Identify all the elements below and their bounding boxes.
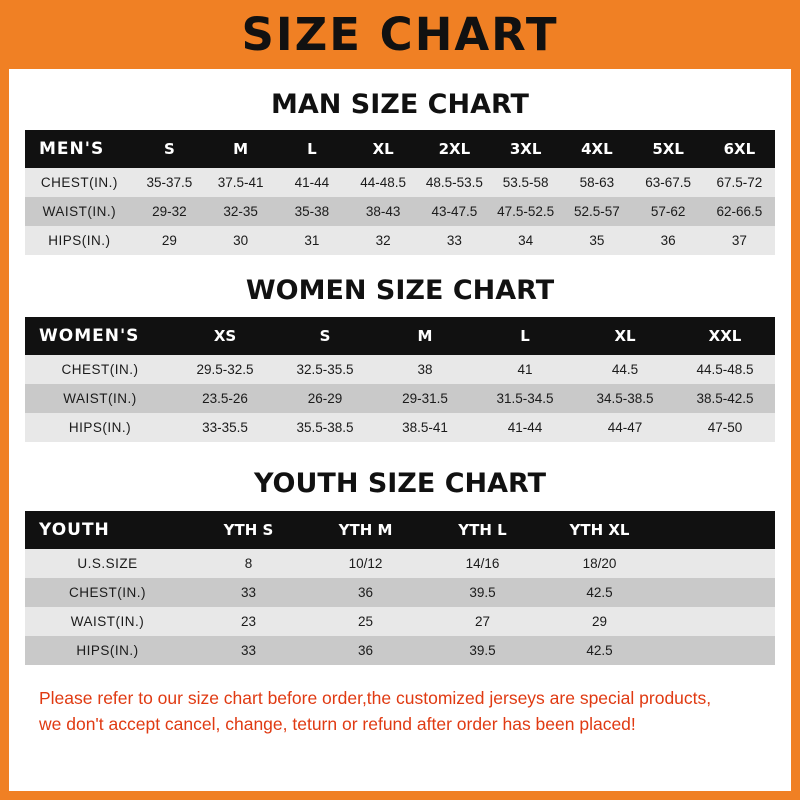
- table-cell: 14/16: [424, 549, 541, 578]
- table-cell: 42.5: [541, 578, 658, 607]
- row-label: HIPS(IN.): [25, 226, 134, 255]
- column-header: S: [275, 317, 375, 355]
- table-row: [25, 226, 775, 255]
- table-cell: 33: [190, 578, 307, 607]
- column-header: XL: [348, 130, 419, 168]
- table-cell: 25: [307, 607, 424, 636]
- table-cell: 32.5-35.5: [275, 355, 375, 384]
- table-row: [25, 549, 775, 578]
- table-cell: 31.5-34.5: [475, 384, 575, 413]
- table-cell: 38.5-41: [375, 413, 475, 442]
- row-label: HIPS(IN.): [25, 413, 175, 442]
- table-cell: 57-62: [633, 197, 704, 226]
- table-cell: 47-50: [675, 413, 775, 442]
- table-cell: [658, 607, 775, 636]
- table-cell: 41-44: [475, 413, 575, 442]
- table-cell: 33-35.5: [175, 413, 275, 442]
- table-cell: 62-66.5: [704, 197, 775, 226]
- column-header: XS: [175, 317, 275, 355]
- table-cell: 10/12: [307, 549, 424, 578]
- table-cell: 67.5-72: [704, 168, 775, 197]
- footer-note-line-1: Please refer to our size chart before order,the customized jerseys are special products,: [39, 688, 712, 708]
- table-cell: 29: [134, 226, 205, 255]
- table-cell: 35-38: [276, 197, 347, 226]
- table-cell: 37.5-41: [205, 168, 276, 197]
- row-label: WAIST(IN.): [25, 384, 175, 413]
- header-band: [0, 0, 800, 69]
- column-header: YOUTH: [25, 511, 190, 549]
- column-header: [658, 511, 775, 549]
- table-row: [25, 636, 775, 665]
- table-cell: 52.5-57: [561, 197, 632, 226]
- table-cell: 33: [190, 636, 307, 665]
- column-header: 2XL: [419, 130, 490, 168]
- table-cell: 33: [419, 226, 490, 255]
- table-cell: 39.5: [424, 636, 541, 665]
- column-header: 5XL: [633, 130, 704, 168]
- table-cell: 43-47.5: [419, 197, 490, 226]
- content-area: [9, 89, 791, 738]
- table-row: [25, 168, 775, 197]
- table-header-row: [25, 317, 775, 355]
- table-header-row: [25, 130, 775, 168]
- column-header: M: [375, 317, 475, 355]
- row-label: WAIST(IN.): [25, 607, 190, 636]
- column-header: YTH L: [424, 511, 541, 549]
- table-cell: 8: [190, 549, 307, 578]
- column-header: YTH S: [190, 511, 307, 549]
- column-header: 4XL: [561, 130, 632, 168]
- youth-section-title: YOUTH SIZE CHART: [253, 468, 547, 499]
- column-header: L: [276, 130, 347, 168]
- row-label: CHEST(IN.): [25, 578, 190, 607]
- table-cell: 34: [490, 226, 561, 255]
- table-cell: 38: [375, 355, 475, 384]
- table-cell: 44.5-48.5: [675, 355, 775, 384]
- table-cell: 48.5-53.5: [419, 168, 490, 197]
- table-cell: 26-29: [275, 384, 375, 413]
- table-cell: 38-43: [348, 197, 419, 226]
- row-label: U.S.SIZE: [25, 549, 190, 578]
- table-cell: 44-47: [575, 413, 675, 442]
- table-cell: 53.5-58: [490, 168, 561, 197]
- table-cell: 29-31.5: [375, 384, 475, 413]
- table-cell: 23.5-26: [175, 384, 275, 413]
- footer-note: [25, 685, 775, 738]
- table-cell: 42.5: [541, 636, 658, 665]
- table-cell: 29-32: [134, 197, 205, 226]
- table-header-row: [25, 511, 775, 549]
- table-cell: 23: [190, 607, 307, 636]
- table-cell: 39.5: [424, 578, 541, 607]
- table-cell: 36: [307, 578, 424, 607]
- table-cell: 27: [424, 607, 541, 636]
- table-cell: 18/20: [541, 549, 658, 578]
- man-size-table: [25, 130, 775, 255]
- table-cell: 36: [307, 636, 424, 665]
- table-row: [25, 355, 775, 384]
- table-cell: 32: [348, 226, 419, 255]
- table-row: [25, 413, 775, 442]
- table-cell: 35-37.5: [134, 168, 205, 197]
- column-header: YTH XL: [541, 511, 658, 549]
- column-header: YTH M: [307, 511, 424, 549]
- table-cell: 44-48.5: [348, 168, 419, 197]
- table-cell: 29.5-32.5: [175, 355, 275, 384]
- table-cell: 44.5: [575, 355, 675, 384]
- table-cell: 34.5-38.5: [575, 384, 675, 413]
- column-header: XXL: [675, 317, 775, 355]
- women-section-title: WOMEN SIZE CHART: [245, 275, 555, 306]
- women-size-table: [25, 317, 775, 442]
- column-header: MEN'S: [25, 130, 134, 168]
- page-title: SIZE CHART: [241, 8, 559, 61]
- table-cell: 47.5-52.5: [490, 197, 561, 226]
- column-header: L: [475, 317, 575, 355]
- table-cell: 29: [541, 607, 658, 636]
- column-header: S: [134, 130, 205, 168]
- footer-note-line-2: we don't accept cancel, change, teturn or refund after order has been placed!: [39, 714, 636, 735]
- table-cell: 32-35: [205, 197, 276, 226]
- column-header: M: [205, 130, 276, 168]
- table-cell: 31: [276, 226, 347, 255]
- table-cell: [658, 549, 775, 578]
- table-cell: 30: [205, 226, 276, 255]
- row-label: CHEST(IN.): [25, 168, 134, 197]
- table-cell: [658, 578, 775, 607]
- column-header: 6XL: [704, 130, 775, 168]
- table-cell: 36: [633, 226, 704, 255]
- row-label: WAIST(IN.): [25, 197, 134, 226]
- table-row: [25, 197, 775, 226]
- table-cell: 41: [475, 355, 575, 384]
- table-cell: 63-67.5: [633, 168, 704, 197]
- table-cell: 58-63: [561, 168, 632, 197]
- table-cell: 35.5-38.5: [275, 413, 375, 442]
- table-row: [25, 607, 775, 636]
- column-header: 3XL: [490, 130, 561, 168]
- table-cell: 35: [561, 226, 632, 255]
- row-label: HIPS(IN.): [25, 636, 190, 665]
- youth-size-table: [25, 511, 775, 665]
- column-header: WOMEN'S: [25, 317, 175, 355]
- table-cell: [658, 636, 775, 665]
- table-cell: 37: [704, 226, 775, 255]
- table-cell: 41-44: [276, 168, 347, 197]
- table-row: [25, 384, 775, 413]
- man-section-title: MAN SIZE CHART: [271, 89, 529, 120]
- row-label: CHEST(IN.): [25, 355, 175, 384]
- column-header: XL: [575, 317, 675, 355]
- table-row: [25, 578, 775, 607]
- table-cell: 38.5-42.5: [675, 384, 775, 413]
